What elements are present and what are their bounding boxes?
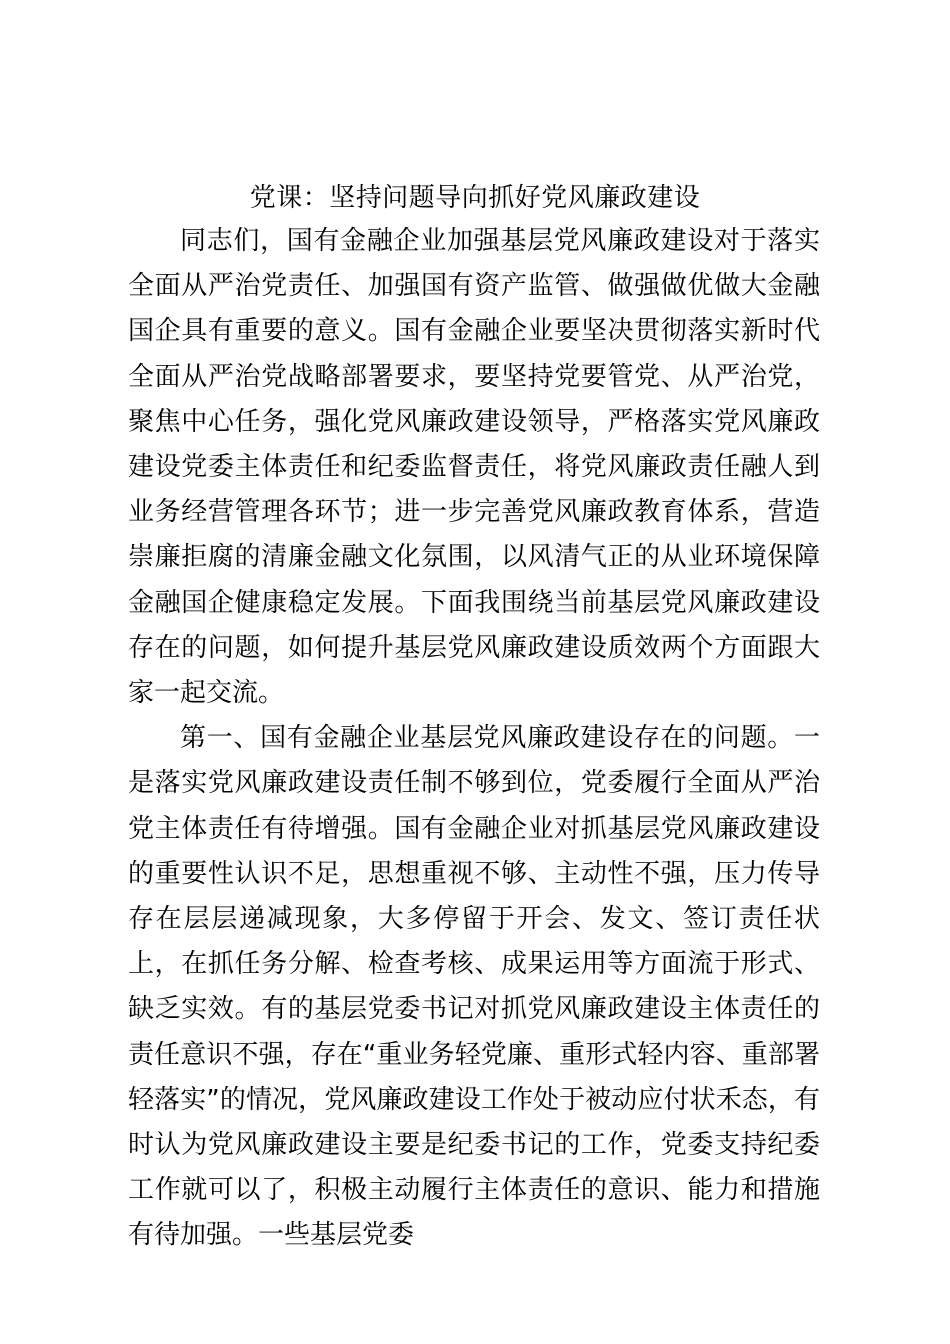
document-title: 党课：坚持问题导向抓好党风廉政建设 <box>249 183 701 213</box>
paragraph-section-one: 第一、国有金融企业基层党风廉政建设存在的问题。一是落实党风廉政建设责任制不够到位，党委履行全面从严治党主体责任有待增强。国有金融企业对抓基层党风廉政建设的重要性认识不足，思想重视不够、主动性不强，压力传导存在层层递减现象，大多停留于开会、发文、签订责任状上，在抓任务分解、检查考核、成果运用等方面流于形式、缺乏实效。有的基层党委书记对抓党风廉政建设主体责任的责任意识不强，存在“重业务轻党廉、重形式轻内容、重部署轻落实”的情况，党风廉政建设工作处于被动应付状禾态，有时认为党风廉政建设主要是纪委书记的工作，党委支持纪委工作就可以了，积极主动履行主体责任的意识、能力和措施有待加强。一些基层党委 <box>128 723 820 1251</box>
paragraph-intro: 同志们，国有金融企业加强基层党风廉政建设对于落实全面从严治党责任、加强国有资产监管、做强做优做大金融国企具有重要的意义。国有金融企业要坚决贯彻落实新时代全面从严治党战略部署要求，要坚持党要管党、从严治党，聚焦中心任务，强化党风廉政建设领导，严格落实党风廉政建设党委主体责任和纪委监督责任，将党风廉政责任融人到业务经营管理各环节；进一步完善党风廉政教育体系，营造崇廉拒腐的清廉金融文化氛围，以风清气正的从业环境保障金融国企健康稳定发展。下面我围绕当前基层党风廉政建设存在的问题，如何提升基层党风廉政建设质效两个方面跟大家一起交流。 <box>128 226 820 709</box>
document-body <box>128 219 820 1259</box>
